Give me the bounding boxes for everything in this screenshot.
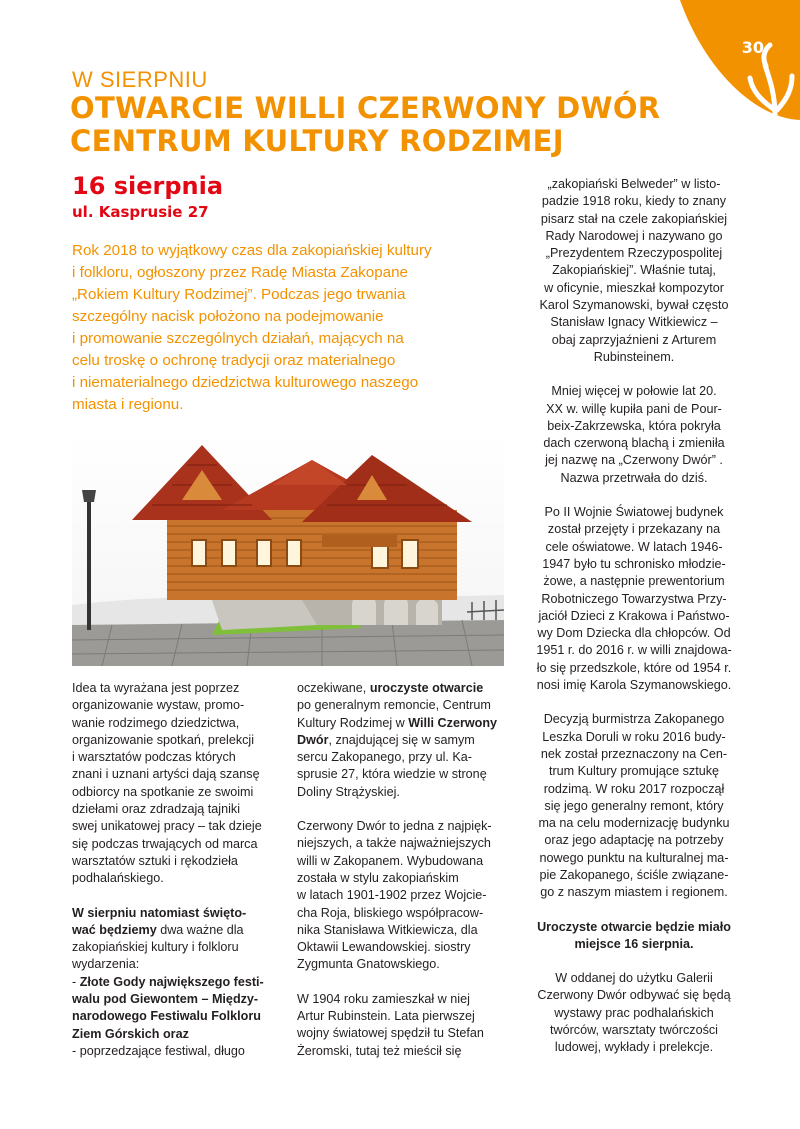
text-line: niejszych, a także najważniejszych — [297, 836, 491, 851]
text-line: Artur Rubinstein. Lata pierwszej — [297, 1009, 475, 1024]
lead-line: Rok 2018 to wyjątkowy czas dla zakopiańskiej kultury — [72, 242, 432, 259]
paragraph — [528, 383, 740, 487]
text-line: i warsztatów podczas których — [72, 750, 236, 765]
paragraph — [528, 711, 740, 901]
bold-text: W sierpniu natomiast święto- — [72, 905, 247, 920]
text-line: sercu Zakopanego, przy ul. Ka- — [297, 750, 473, 765]
bold-text: wać będziemy — [72, 922, 157, 937]
text-line: wy Dom Dziecka dla chłopców. Od — [537, 626, 731, 641]
text-line: Zygmunta Gnatowskiego. — [297, 957, 440, 972]
text-line: swej unikatowej pracy – tak dzieje — [72, 819, 262, 834]
text-line: Stanisław Ignacy Witkiewicz – — [550, 315, 718, 330]
text-line: Po II Wojnie Światowej budynek — [544, 505, 724, 520]
text-line: „zakopiański Belweder” w listo- — [547, 177, 721, 191]
bold-text: walu pod Giewontem – Między- — [72, 992, 259, 1007]
page-number: 30 — [741, 38, 764, 57]
text-line: wanie rodzimego dziedzictwa, — [72, 715, 240, 730]
text-line: nek został przeznaczony na Cen- — [540, 746, 728, 761]
text-line: po generalnym remoncie, Centrum — [297, 698, 491, 713]
text-line: jej nazwę na „Czerwony Dwór” . — [545, 453, 723, 468]
bold-text: Ziem Górskich oraz — [72, 1026, 189, 1041]
text-line: - — [72, 974, 80, 989]
bold-text: Złote Gody największego festi- — [79, 974, 264, 989]
text-line: nika Stanisława Witkiewicza, dla — [297, 922, 478, 937]
text-line: „Prezydentem Rzeczypospolitej — [545, 246, 723, 261]
event-address: ul. Kasprusie 27 — [72, 203, 209, 221]
lead-line: i folkloru, ogłoszony przez Radę Miasta Zakopane — [72, 264, 408, 281]
text-line: ludowej, wykłady i prelekcje. — [554, 1040, 714, 1055]
text-line: Zakopiańskiej”. Właśnie tutaj, — [552, 263, 716, 278]
lead-line: szczególny nacisk położono na podejmowanie — [72, 308, 384, 325]
text-line: Nazwa przetrwała do dziś. — [560, 470, 708, 485]
title-line: OTWARCIE WILLI CZERWONY DWÓR — [70, 91, 661, 125]
text-line: pisarz stał na czele zakopiańskiej — [540, 211, 728, 226]
text-line: rodzimą. W roku 2017 rozpoczął — [543, 781, 725, 796]
paragraph — [72, 680, 276, 888]
bold-text: uroczyste otwarcie — [369, 681, 484, 695]
text-line: twórców, warsztaty twórczości — [550, 1023, 718, 1038]
text-line: wojny światowej spędził tu Stefan — [297, 1026, 484, 1041]
text-line: dziełami oraz zdradzają tajniki — [72, 802, 240, 817]
villa-illustration — [72, 430, 504, 666]
text-line: pie Zakopanego, ściśle związane- — [539, 867, 729, 882]
text-line: Robotniczego Towarzystwa Przy- — [541, 591, 727, 606]
text-line: sprusie 27, która wiedzie w stronę — [297, 767, 487, 782]
text-line: nowego punktu na kulturalnej ma- — [539, 850, 729, 865]
column-2 — [297, 680, 509, 1077]
lead-line: celu troskę o ochronę tradycji oraz materialnego — [72, 352, 396, 369]
text-line: Doliny Strążyskiej. — [297, 784, 400, 799]
text-line: cele oświatowe. W latach 1946- — [545, 539, 723, 554]
bold-text: miejsce 16 sierpnia. — [574, 936, 694, 951]
text-line: wydarzenia: — [72, 957, 140, 972]
text-line: 1951 r. do 2016 r. w willi znajdowa- — [536, 643, 732, 658]
text-line: dwa ważne dla — [156, 922, 244, 937]
text-line: znani i uznani artyści dają szansę — [72, 767, 260, 782]
text-line: Karol Szymanowski, bywał często — [539, 298, 729, 313]
column-1 — [72, 680, 276, 1077]
text-line: XX w. willę kupiła pani de Pour- — [546, 401, 722, 416]
text-line: beix-Zakrzewska, która pokryła — [547, 418, 721, 433]
lead-line: i promowanie szczególnych działań, mających na — [72, 330, 404, 347]
bold-text: Dwór — [297, 732, 329, 747]
text-line: został przejęty i przekazany na — [547, 522, 721, 537]
paragraph — [528, 176, 740, 366]
text-line: Kultury Rodzimej w — [297, 715, 409, 730]
text-line: warsztatów sztuki i rękodzieła — [72, 853, 238, 868]
title-line: CENTRUM KULTURY RODZIMEJ — [70, 124, 564, 158]
text-line: Rubinsteinem. — [593, 349, 675, 364]
lead-line: „Rokiem Kultury Rodzimej”. Podczas jego trwania — [72, 286, 406, 303]
text-line: , znajdującej się w samym — [328, 732, 475, 747]
text-line: się podczas trwających od marca — [72, 836, 258, 851]
text-line: żowe, a następnie prewentorium — [543, 574, 725, 589]
paragraph — [528, 919, 740, 954]
text-line: w oficynie, mieszkał kompozytor — [544, 280, 724, 295]
text-line: Leszka Doruli w roku 2016 budy- — [542, 729, 726, 744]
corner-decoration — [680, 0, 800, 130]
text-line: trum Kultury promujące sztukę — [548, 764, 720, 779]
text-line: Czerwony Dwór to jedna z najpięk- — [297, 819, 492, 834]
paragraph — [528, 504, 740, 694]
text-line: podhalańskiego. — [72, 871, 164, 886]
paragraph — [72, 905, 276, 1061]
text-line: - poprzedzające festiwal, długo — [72, 1043, 245, 1058]
bold-text: Uroczyste otwarcie będzie miało — [537, 919, 731, 934]
paragraph — [297, 991, 509, 1060]
text-line: została w stylu zakopiańskim — [297, 870, 459, 885]
text-line: Oktawii Lewandowskiej. siostry — [297, 940, 471, 955]
text-line: Idea ta wyrażana jest poprzez — [72, 681, 240, 695]
text-line: W oddanej do użytku Galerii — [555, 971, 713, 986]
paragraph — [528, 970, 740, 1056]
page-title — [70, 92, 660, 158]
text-line: oraz jego adaptację na potrzeby — [544, 833, 724, 848]
text-line: oczekiwane, — [297, 681, 370, 695]
text-line: zakopiańskiej kultury i folkloru — [72, 940, 239, 955]
text-line: nosi imię Karola Szymanowskiego. — [536, 678, 732, 693]
text-line: Mniej więcej w połowie lat 20. — [551, 384, 717, 399]
text-line: willi w Zakopanem. Wybudowana — [297, 853, 484, 868]
text-line: w latach 1901-1902 przez Wojcie- — [297, 888, 487, 903]
section-kicker: W SIERPNIU — [72, 67, 208, 92]
text-line: odbiorcy na spotkanie ze swoimi — [72, 784, 254, 799]
text-line: się jego generalny remont, który — [544, 798, 724, 813]
text-line: padzie 1918 roku, kiedy to znany — [541, 194, 727, 209]
text-line: cha Roja, bliskiego współpracow- — [297, 905, 484, 920]
bold-text: Willi Czerwony — [408, 715, 498, 730]
lead-line: i niematerialnego dziedzictwa kulturowego naszego — [72, 374, 419, 391]
text-line: obaj zaprzyjaźnieni z Arturem — [551, 332, 717, 347]
lead-line: miasta i regionu. — [72, 396, 184, 413]
text-line: ło się przedszkole, które od 1954 r. — [536, 660, 732, 675]
text-line: organizowanie wystaw, promo- — [72, 698, 245, 713]
text-line: jaciół Dzieci z Krakowa i Państwo- — [538, 608, 730, 623]
text-line: Żeromski, tutaj też mieścił się — [297, 1043, 462, 1058]
text-line: W 1904 roku zamieszkał w niej — [297, 991, 470, 1006]
text-line: Czerwony Dwór odbywać się będą — [537, 988, 731, 1003]
column-3 — [528, 176, 740, 1074]
text-line: Rady Narodowej i nazywano go — [545, 228, 723, 243]
text-line: Decyzją burmistrza Zakopanego — [543, 712, 725, 727]
text-line: wystawy prac podhalańskich — [554, 1005, 714, 1020]
text-line: organizowanie spotkań, prelekcji — [72, 732, 255, 747]
lead-paragraph — [72, 240, 502, 416]
paragraph — [297, 818, 509, 974]
text-line: go z naszym miastem i regionem. — [540, 885, 728, 900]
event-date: 16 sierpnia — [72, 172, 224, 200]
text-line: ma na celu modernizację budynku — [538, 816, 730, 831]
text-line: 1947 było tu schronisko młodzie- — [542, 556, 726, 571]
bold-text: narodowego Festiwalu Folkloru — [72, 1009, 261, 1024]
text-line: dach czerwoną blachą i zmieniła — [543, 436, 725, 451]
paragraph — [297, 680, 509, 801]
